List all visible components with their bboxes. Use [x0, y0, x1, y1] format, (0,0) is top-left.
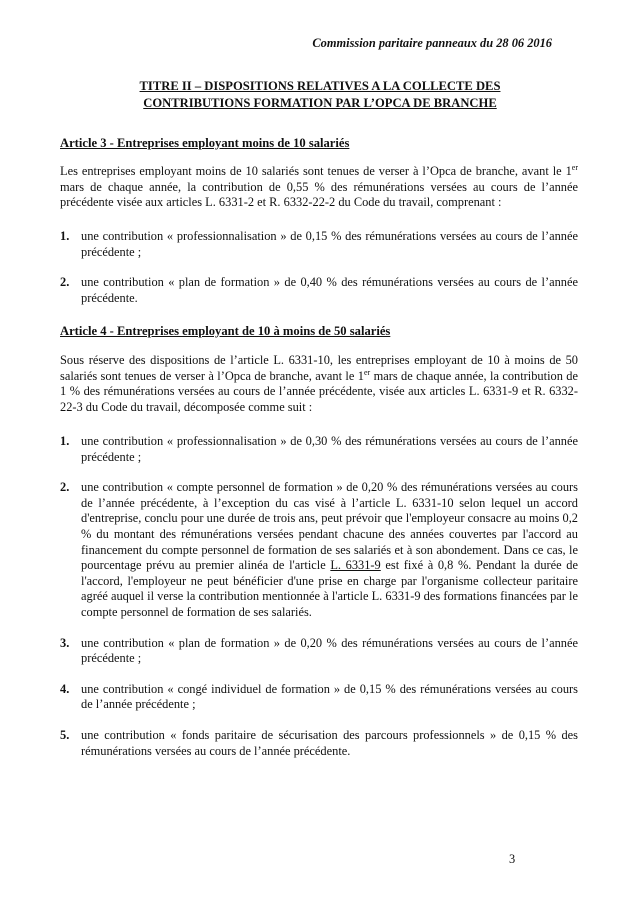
list-item-text: une contribution « plan de formation » de 0,20 % des rémunérations versées au cours de l’année précédente ;: [81, 635, 578, 666]
list-item: [60, 682, 578, 713]
list-item: [60, 636, 578, 667]
list-item-text: une contribution « professionnalisation » de 0,15 % des rémunérations versées au cours de l’année précédente ;: [81, 229, 578, 259]
article-4-list: [60, 434, 578, 759]
article-3-list: [60, 229, 578, 306]
article-4-intro-text-b: mars de chaque année, la contribution de 1 % des rémunérations versées au cours de l’année précédente, visée aux articles L. 6331-9 et R. 6332-22-3 du Code du travail, décomposée comme suit :: [60, 368, 578, 414]
list-item-text: [81, 480, 578, 619]
article-4-intro-text-a: Sous réserve des dispositions de l’article L. 6331-10, les entreprises employant de 10 à moins de 50 salariés sont tenues de verser à l’Opca de branche, avant le 1: [60, 353, 578, 383]
list-item-text: une contribution « congé individuel de formation » de 0,15 % des rémunérations versées au cours de l’année précédente ;: [81, 681, 578, 712]
list-item: [60, 480, 578, 620]
list-item-number: 1.: [60, 434, 70, 448]
list-item: [60, 434, 578, 465]
article-3-heading: Article 3 - Entreprises employant moins de 10 salariés: [60, 136, 350, 150]
list-item-number: 2.: [60, 480, 70, 495]
list-item: [60, 728, 578, 759]
list-item-number: 2.: [60, 275, 70, 290]
list-item-number: 1.: [60, 229, 70, 243]
article-4-intro: [60, 353, 578, 415]
article-3-intro: [60, 164, 578, 211]
list-item-text-b: est fixé à 0,8 %. Pendant la durée de l'accord, l'employeur ne peut bénéficier d'une prise en charge par l'organisme collecteur paritaire agréé auquel il verse la contribution mentionnée à l'article L. 6331-9 des formations financées par le compte personnel de formation de ses salariés.: [81, 558, 579, 619]
list-item-text-a: une contribution « compte personnel de formation » de 0,20 % des rémunérations versées au cours de l’année précédente, à l’exception du cas visé à l’article L. 6331-10 selon lequel un accord d'entreprise, conclu pour une durée de trois ans, peut prévoir que l'employeur consacre au moins 0,2 % du montant des rémunérations versées pendant chacune des années couvertes par l'accord au financement du compte personnel de formation de ses salariés et à son abondement. Dans ce cas, le pourcentage prévu au premier alinéa de l'article: [81, 480, 578, 573]
article-3-intro-sup: er: [571, 162, 578, 172]
article-3-intro-text-b: mars de chaque année, la contribution de 0,55 % des rémunérations versées au cours de l’année précédente visée aux articles L. 6331-2 et R. 6332-22-2 du Code du travail, comprenant :: [60, 179, 578, 210]
section-title-line-1: TITRE II – DISPOSITIONS RELATIVES A LA COLLECTE DES: [139, 79, 501, 93]
article-3-intro-text-a: Les entreprises employant moins de 10 salariés sont tenues de verser à l’Opca de branche, avant le 1: [60, 164, 572, 178]
page-number: 3: [509, 852, 516, 866]
article-4-heading: Article 4 - Entreprises employant de 10 à moins de 50 salariés: [60, 324, 391, 338]
page-header: Commission paritaire panneaux du 28 06 2016: [312, 36, 552, 50]
list-item-number: 5.: [60, 727, 70, 742]
section-title-line-2: CONTRIBUTIONS FORMATION PAR L’OPCA DE BRANCHE: [143, 96, 497, 110]
list-item-number: 4.: [60, 681, 70, 696]
article-link[interactable]: L. 6331-9: [330, 558, 381, 573]
list-item-text: une contribution « plan de formation » de 0,40 % des rémunérations versées au cours de l’année précédente.: [81, 275, 578, 305]
section-title: [60, 78, 580, 112]
list-item: [60, 229, 578, 260]
list-item-text: une contribution « professionnalisation » de 0,30 % des rémunérations versées au cours de l’année précédente ;: [81, 434, 578, 464]
list-item: [60, 275, 578, 306]
list-item-number: 3.: [60, 635, 70, 650]
list-item-text: une contribution « fonds paritaire de sécurisation des parcours professionnels » de 0,15 % des rémunérations versées au cours de l’année précédente.: [81, 727, 578, 758]
article-4-intro-sup: er: [363, 367, 371, 377]
